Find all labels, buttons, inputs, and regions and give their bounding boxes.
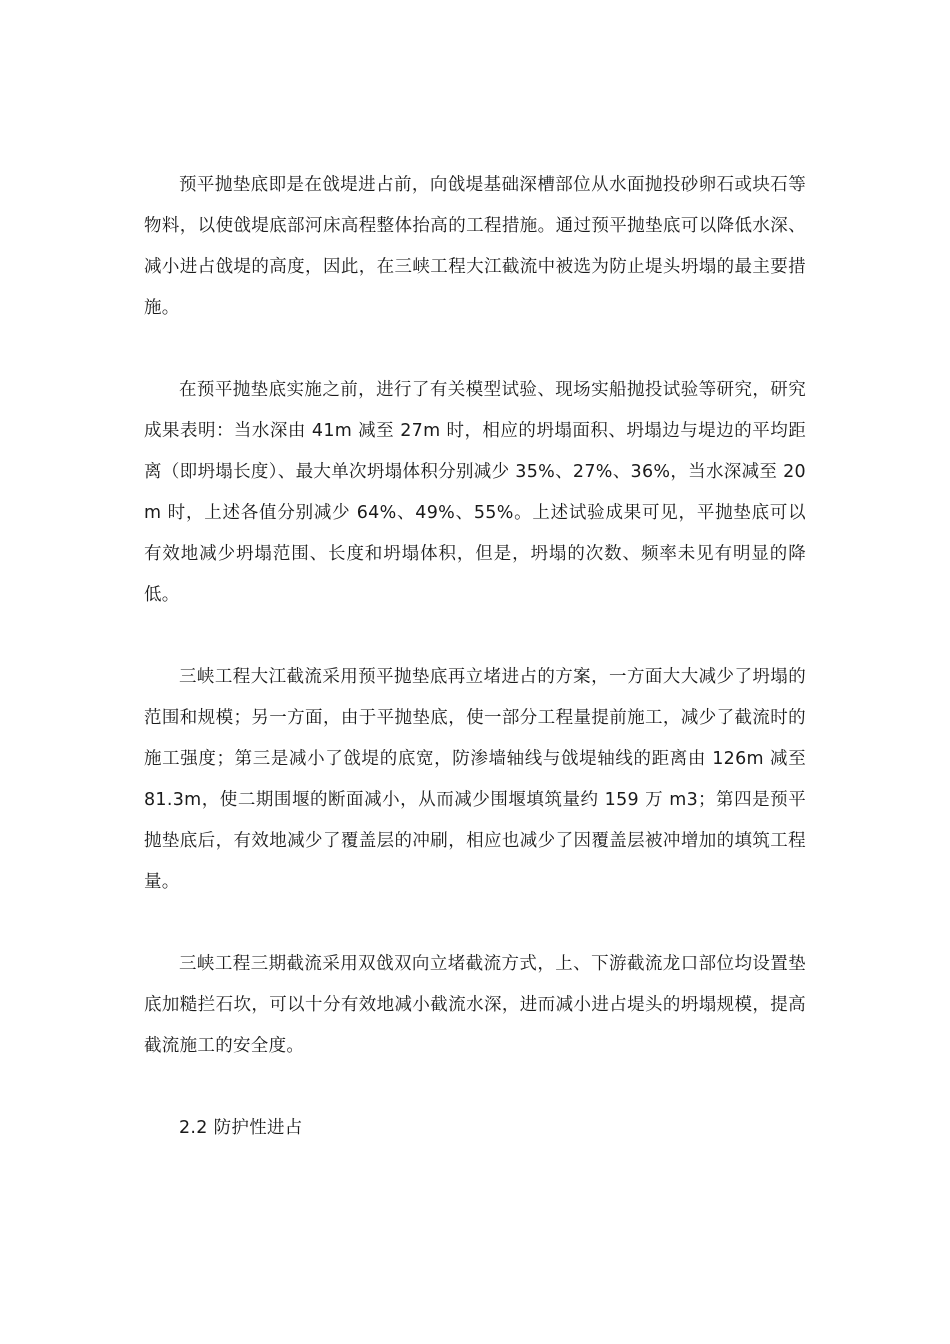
paragraph-closure-scheme: 三峡工程大江截流采用预平抛垫底再立堵进占的方案，一方面大大减少了坍塌的范围和规模；另一方面，由于平抛垫底，使一部分工程量提前施工，减少了截流时的施工强度；第三是减小了戗堤的底宽，防渗墙轴线与戗堤轴线的距离由 126m 减至 81.3m，使二期围堰的断面减小，从而减少围堰填筑量约 159 万 m3；第四是预平抛垫底后，有效地减少了覆盖层的冲刷，相应也减少了因覆盖层被冲增加的填筑工程量。: [144, 667, 806, 892]
paragraph-pre-leveling: 预平抛垫底即是在戗堤进占前，向戗堤基础深槽部位从水面抛投砂卵石或块石等物料，以使戗堤底部河床高程整体抬高的工程措施。通过预平抛垫底可以降低水深、减小进占戗堤的高度，因此，在三峡工程大江截流中被选为防止堤头坍塌的最主要措施。: [144, 175, 806, 318]
paragraph-test-results: 在预平抛垫底实施之前，进行了有关模型试验、现场实船抛投试验等研究，研究成果表明：当水深由 41m 减至 27m 时，相应的坍塌面积、坍塌边与堤边的平均距离（即坍塌长度）、最大单次坍塌体积分别减少 35%、27%、36%，当水深减至 20m 时，上述各值分别减少 64%、49%、55%。上述试验成果可见，平抛垫底可以有效地减少坍塌范围、长度和坍塌体积，但是，坍塌的次数、频率未见有明显的降低。: [144, 380, 806, 605]
paragraph-third-phase: 三峡工程三期截流采用双戗双向立堵截流方式，上、下游截流龙口部位均设置垫底加糙拦石坎，可以十分有效地减小截流水深，进而减小进占堤头的坍塌规模，提高截流施工的安全度。: [144, 954, 806, 1056]
document-body: [144, 165, 806, 1149]
section-heading: 2.2 防护性进占: [179, 1118, 303, 1138]
